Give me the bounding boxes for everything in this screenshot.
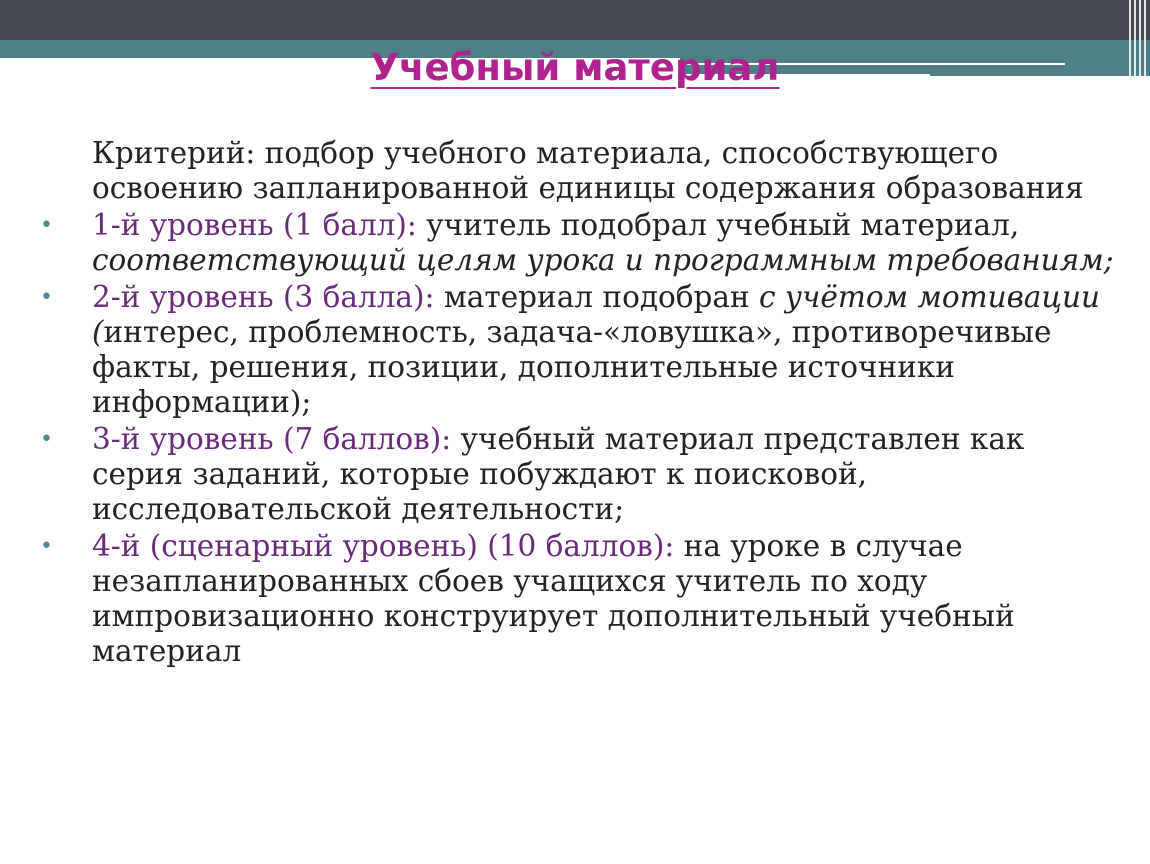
criterion-text — [40, 136, 1120, 206]
bullet-icon: • — [40, 213, 53, 238]
level-emphasis: с учётом мотивации ( — [92, 280, 1100, 349]
level-emphasis: соответствующий целям урока и программным требованиям; — [92, 243, 1114, 277]
level-label: 2-й уровень (3 балла): — [92, 280, 435, 314]
level-text: на уроке в случае незапланированных сбоев учащихся учитель по ходу импровизационно конструирует дополнительный учебный материал — [92, 529, 1015, 668]
level-text: учебный материал представлен как серия заданий, которые побуждают к поисковой, исследовательской деятельности; — [92, 422, 1025, 526]
bullet-icon: • — [40, 427, 53, 452]
level-rest: интерес, проблемность, задача-«ловушка», противоречивые факты, решения, позиции, дополнительные источники информации); — [92, 315, 1052, 419]
slide-title: Учебный материал — [370, 46, 780, 89]
level-label: 4-й (сценарный уровень) (10 баллов): — [92, 529, 675, 563]
header-band-dark — [0, 0, 1150, 40]
levels-list — [40, 208, 1120, 669]
list-item — [40, 422, 1120, 527]
criterion-line: Критерий: подбор учебного материала, способствующего освоению запланированной единицы содержания образования — [92, 136, 1084, 205]
bullet-icon: • — [40, 534, 53, 559]
list-item — [40, 208, 1120, 278]
slide-body — [40, 136, 1120, 671]
list-item — [40, 529, 1120, 669]
level-text: учитель подобрал учебный материал, — [416, 208, 1020, 242]
bullet-icon: • — [40, 285, 53, 310]
list-item — [40, 280, 1120, 420]
level-text: материал подобран — [434, 280, 760, 314]
level-label: 1-й уровень (1 балл): — [92, 208, 417, 242]
level-label: 3-й уровень (7 баллов): — [92, 422, 452, 456]
